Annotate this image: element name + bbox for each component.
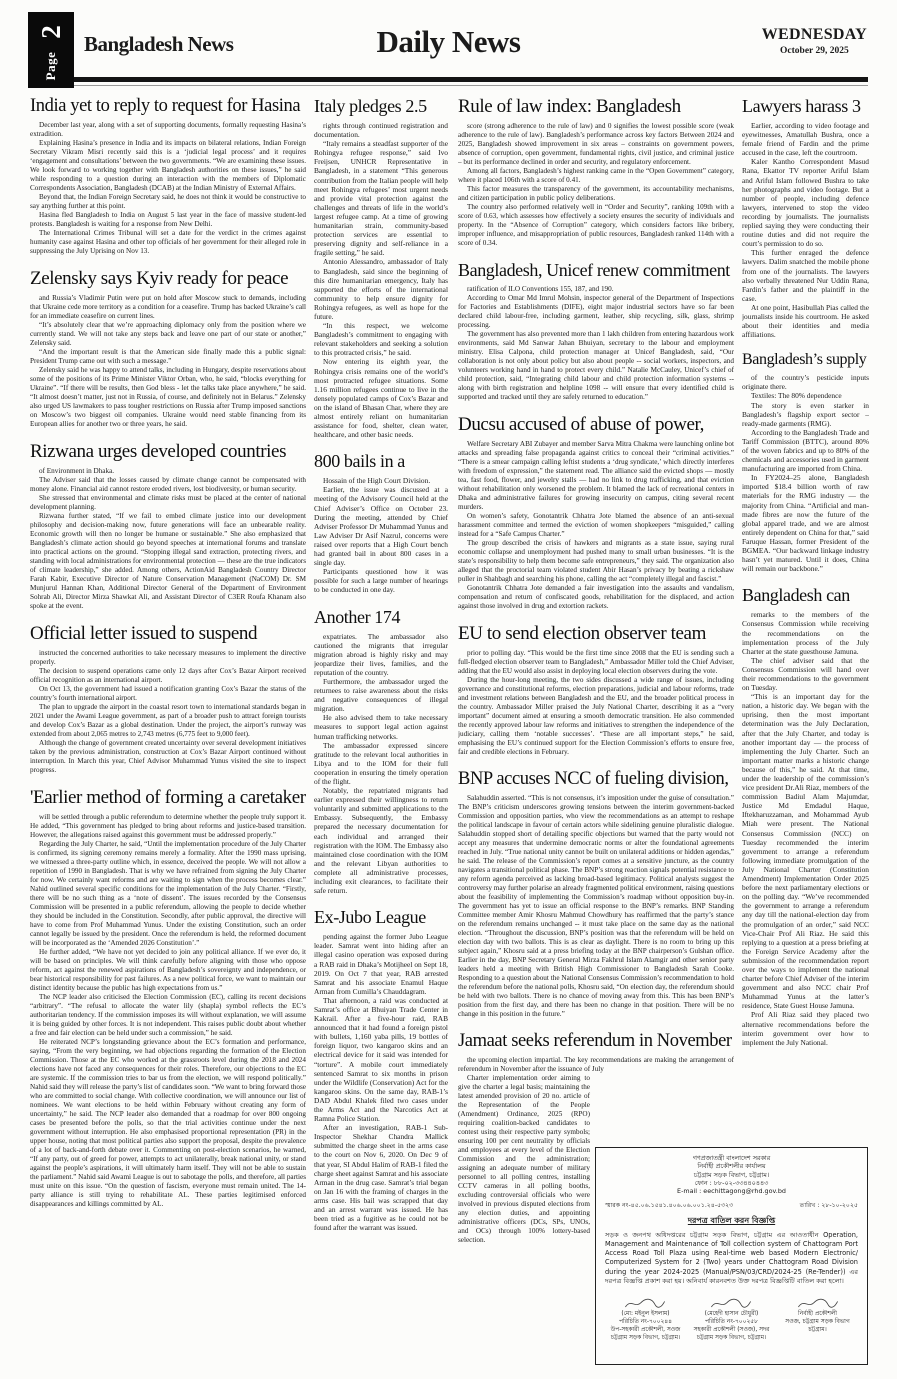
article — [742, 351, 869, 573]
article-paragraph: will be settled through a public referendum to determine whether the people truly support it. He added, “This government has pledged to bring about reforms and justice-based transition. However, the allegations raised against this government must be addressed properly.” — [30, 813, 306, 839]
article-paragraph: Hossain of the High Court Division. — [323, 476, 431, 486]
article-headline: 'Earlier method of forming a caretaker — [30, 787, 306, 808]
article-headline: Lawyers harass 3 — [742, 96, 861, 116]
signature-scribble — [797, 1297, 839, 1310]
article-paragraph: The government has also prevented more than 1 lakh children from entering hazardous work environments, said Md Sanwar Jahan Bhuiyan, secretary to the labour and employment ministry. Elisa Calpona, child protection manager at Unicef Bangladesh, said, “Our collaboration is not only about policy but also about people -- social workers, inspectors, and volunteers working hand in hand to protect every child.” Natalie McCauley, Unicef’s chief of child protection, said, “Integrating child labour and child protection information systems -- along with birth registration and helpline 1098 -- will ensure that every identified child is supported and tracked until they are safely returned to education.” — [458, 330, 734, 401]
article-paragraph: Notably, the repatriated migrants had earlier expressed their willingness to return voluntarily and submitted applications to the Embassy. Subsequently, the Embassy prepared the necessary documentation for each individual and arranged their registration with the IOM. The Embassy also maintained close coordination with the IOM and the relevant Libyan authorities to complete all administrative processes, including exit clearances, to facilitate their safe return. — [314, 786, 448, 896]
article-paragraph: At one point, Hasibullah Pias called the journalists inside his courtroom. He asked about their identities and media affiliations. — [742, 302, 869, 340]
article-paragraph: The International Crimes Tribunal will set a date for the verdict in the crimes against humanity case against Hasina and other top officials of her government for their alleged role in suppressing the July Uprising on Nov 13. — [30, 229, 306, 255]
signature-line: উপ-সহকারী প্রকৌশলী, সওজ — [610, 1326, 681, 1333]
article-paragraph: Furthermore, the ambassador urged the returnees to raise awareness about the risks and negative consequences of illegal migration. — [314, 676, 448, 714]
article-headline: BNP accuses NCC of fueling division, — [458, 769, 729, 789]
article-paragraph: Rizwana further stated, “If we fail to embed climate justice into our development philosophy and decision-making now, future generations will face an unbearable reality. Economic growth will then no longer be humane or sustainable.” She also emphasized that Bangladesh’s climate action should go beyond speeches at international forums and translate into practical actions on the ground. “Stopping illegal sand extraction, protecting rivers, and standing with local administrations for environmental protection — these are the true indicators of climate leadership,” she added. Among others, ActionAid Bangladesh Country Director Farah Kabir, Executive Director of Nature Conservation Management (NaCOM) Dr. SM Munjurul Hannan Khan, Additional Director General of the Department of Environment Sohrab Ali, Director Mirza Shawkat Ali, and Assistant Director of C3ER Roufa Khanam also spoke at the event. — [30, 512, 306, 610]
masthead-dateline — [762, 26, 867, 56]
signature-block — [691, 1297, 772, 1343]
signature-row — [605, 1297, 858, 1343]
article — [742, 585, 869, 1047]
signature-line: চট্টগ্রাম সড়ক বিভাগ, চট্টগ্রাম। — [610, 1334, 681, 1341]
article — [458, 414, 734, 611]
article-headline: Italy pledges 2.5 — [314, 96, 427, 116]
notice-letterhead-line: নির্বাহী প্রকৌশলীর কার্যালয় — [697, 1162, 766, 1171]
column-1 — [30, 96, 306, 1377]
article-paragraph: The ambassador expressed sincere gratitude to the relevant local authorities in Libya and to the IOM for their full cooperation in ensuring the timely operation of the flight. — [314, 740, 448, 786]
article-paragraph: After an investigation, RAB-1 Sub-Inspector Shekhar Chandra Mallick submitted the charge sheet in the arms case to the court on Nov 6, 2020. On Dec 9 of that year, SI Abdul Halim of RAB-1 filed the charge sheet against Samrat and his associate Arman in the drug case. Samrat’s trial began on Jan 16 with the framing of charges in the arms case. His bail was scrapped that day and an arrest warrant was issued. He has been tried as a fugitive as he could not be found after the warrant was issued. — [314, 1123, 448, 1233]
article-paragraph: The Adviser said that the losses caused by climate change cannot be compensated with money alone. Financial aid cannot restore eroded rivers, lost biodiversity, or human security. — [30, 476, 306, 493]
article-headline: Bangladesh, Unicef renew commitment — [458, 260, 730, 280]
page-number: 2 — [35, 25, 66, 39]
article — [314, 607, 448, 896]
article-paragraph: That afternoon, a raid was conducted at Samrat’s office at Bhuiyan Trade Center in Kakrail. After a five-hour raid, RAB announced that it had found a foreign pistol with bullets, 1,160 yaba pills, 19 bottles of foreign liquor, two kangaroo skins and an electrical device for it said was intended for “torture”. A mobile court immediately sentenced Samrat to six months in prison under the Wildlife (Conservation) Act for the kangaroo skins. On the same day, RAB-1’s DAD Abdul Khalek filed two cases under the Arms Act and the Narcotics Act at Ramna Police Station. — [314, 995, 448, 1124]
article-paragraph: During the hour-long meeting, the two sides discussed a wide range of issues, including governance and constitutional reforms, election preparations, judicial and labour reforms, trade and investment relations between Bangladesh and the EU, and the broader political process in the country. Ambassador Miller praised the July National Charter, describing it as a “very important” document aimed at ensuring a smooth democratic transition. He also commended the recently approved labour law reforms and initiatives to strengthen the independence of the judiciary, calling them ‘notable successes’. “These are all important steps,” he said, emphasising the EU’s continued support for the Election Commission’s efforts to ensure free, fair and credible elections in February. — [458, 676, 734, 756]
article-paragraph: Prof Ali Riaz said they placed two alternative recommendations before the interim government over how to implement the July National. — [742, 1010, 869, 1047]
article-paragraph: He also advised them to take necessary measures to support legal action against human trafficking networks. — [314, 713, 448, 741]
signature-line: সওজ, চট্টগ্রাম সড়ক বিভাগ — [785, 1318, 850, 1325]
signature-scribble — [624, 1297, 666, 1310]
masthead-section-title: Bangladesh News — [84, 32, 234, 56]
article-paragraph: The group described the crisis of hawkers and migrants as a state issue, saying rural economic collapse and unemployment had pushed many to small urban businesses. “It is the state’s responsibility to help them become safe entrepreneurs,” they said. The organization also alleged that the proctorial team violated student Abir Hasan’s privacy by beating a rickshaw puller in Shahbagh and searching his phone, calling the act “completely illegal and fascist.” — [458, 539, 734, 583]
article-paragraph: score (strong adherence to the rule of law) and 0 signifies the lowest possible score (weak adherence to the rule of law). Bangladesh’s performance across key factors Between 2024 and 2025, Bangladesh showed improvement in six areas – constraints on government powers, absence of corruption, open government, fundamental rights, civil justice, and criminal justice – but its performance declined in order and security, and regulatory enforcement. — [458, 122, 734, 166]
article-paragraph: Antonio Alessandro, ambassador of Italy to Bangladesh, said since the beginning of this dire humanitarian emergency, Italy has supported the efforts of the international community to help ensure dignity for Rohingya refugees, as well as hope for the future. — [314, 257, 448, 321]
masthead-title: Daily News — [376, 24, 521, 59]
article-paragraph: remarks to the members of the Consensus Commission while receiving the recommendations on the implementation process of the July Charter at the state guesthouse Jamuna. — [742, 610, 869, 656]
column-2 — [314, 96, 448, 1377]
article-paragraph: Now entering its eighth year, the Rohingya crisis remains one of the world’s most protracted refugee situations. Some 1.16 million refugees continue to live in the densely populated camps of Cox’s Bazar and on the island of Bhasan Char, where they are almost entirely reliant on humanitarian assistance for food, shelter, clean water, healthcare, and other basic needs. — [314, 357, 448, 440]
notice-title: দরপত্র বাতিল করন বিজ্ঞপ্তি — [687, 1215, 776, 1225]
article-paragraph: Participants questioned how it was possible for such a large number of hearings to be conducted in one day. — [314, 567, 448, 595]
article-headline: Jamaat seeks referendum in November — [458, 1031, 732, 1051]
article-paragraph: Salahuddin asserted. “This is not consensus, it’s imposition under the guise of consultation.” The BNP’s criticism underscores growing tensions between the interim government-backed Commission and opposition parties, who view the recommendations as an attempt to reshape the political landscape in favour of certain actors while sidelining genuine pluralistic dialogue. Salahuddin stopped short of detailing specific objections but warned that the party would not accept any measures that undermine democratic norms or alter the foundational agreements reached in July. “True national unity cannot be built on unilateral additions or hidden agendas,” he said. The release of the Commission’s report comes at a sensitive juncture, as the country navigates a transitional political phase. The BNP’s strong reaction signals potential resistance to any reform agenda perceived as lacking broad-based legitimacy. Political analysts suggest the controversy may further polarise an already fragmented political environment, raising questions about the feasibility of implementing the Commission’s roadmap without opposition buy-in. The government has yet to issue an official response to the BNP’s remarks. BNP Standing Committee member Amir Khosru Mahmud Chowdhury has reaffirmed that the party’s stance on the referendum remains unchanged -- it must take place on the same day as the national election. “Throughout the discussion, BNP’s position was that the referendum will be held on election day with two ballots. This is as clear as daylight. There is no room to bring up this subject again,” Khosru said at a press briefing today at the BNP chairperson’s Gulshan office. Earlier in the day, BNP Secretary General Mirza Fakhrul Islam Alamgir and other senior party leaders held a meeting with British High Commissioner to Bangladesh Sarah Cooke. Responding to a question about the National Consensus Commission’s recommendation to hold the referendum before the national polls, Khosru said, “On election day, the referendum should be held with two ballots. There is no chance of moving away from this. This has been BNP’s position from the first day, and there has been no change in that position. There will be no change in this position in the future.” — [458, 794, 734, 1018]
article-paragraph: Welfare Secretary ABI Zubayer and member Sarva Mitra Chakma were launching online bot attacks and spreading false propaganda against critics to conceal their “criminal activities.” “There is a smear campaign calling leftist students a ‘drug syndicate,’ which directly interferes with freedom of expression,” the statement read. The alliance said the evicted shops — mostly tea, fast food, flower, and jewelry stalls — had no link to drug trafficking, and that eviction without rehabilitation only worsened the problem. It blamed the lack of recreational centers in Dhaka and administrative failures for growing insecurity on campus, citing several recent murders. — [458, 440, 734, 511]
article-paragraph: The decision to suspend operations came only 12 days after Cox’s Bazar Airport received official recognition as an international airport. — [30, 667, 306, 684]
notice-date: তারিখ : ২৮-১০-২০২৫ — [799, 1201, 858, 1209]
article-lead: the upcoming election impartial. The key recommendations are making the arrangement of referendum in November after the issuance of July — [458, 1056, 734, 1073]
article-paragraph: Gonotantrik Chhatra Jote demanded a fair investigation into the assaults and vandalism, compensation and return of confiscated goods, rehabilitation for the displaced, and action against those involved in drug and extortion rackets. — [458, 584, 734, 610]
notice-body: সড়ক ও জনপথ অধিদপ্তরের চট্টগ্রাম সড়ক বিভাগ, চট্টগ্রাম এর আওতাধীন Operation, Management and Maintenance of Toll collection system of Chattogram Port Access Road Toll Plaza using Real-time web based Modern Electronic/ Computerized System for 2 (Two) years under Chattogram Road Division during the year 2024-2025 (Manual/PSN/03/CRD/2024-25 (Re-Tender)) এর দরপত্র বিজ্ঞপ্তি প্রকাশ করা হয়। অনিবার্য কারনবশত উক্ত দরপত্র বিজ্ঞপ্তিটি বাতিল করা হলো। — [605, 1230, 858, 1285]
article-paragraph: “And the important result is that the American side finally made this a public signal: President Trump came out with such a message.” — [30, 348, 306, 365]
notice-letterhead-line: E-mail : eechittagong@rhd.gov.bd — [677, 1187, 786, 1196]
article-paragraph: According to the Bangladesh Trade and Tariff Commission (BTTC), around 80% of the woven fabrics and up to 80% of the chemicals and accessories used in garment manufacturing are imported from China. — [742, 427, 869, 474]
weekday-label: WEDNESDAY — [761, 26, 867, 43]
article-paragraph: “In this respect, we welcome Bangladesh’s commitment to engaging with relevant stakeholders and seeking a solution to this protracted crisis,” he said. — [314, 321, 448, 358]
signature-scribble — [710, 1297, 752, 1310]
article — [742, 96, 869, 339]
article-headline: Official letter issued to suspend — [30, 623, 258, 644]
article — [458, 623, 734, 757]
article-paragraph: He further added, “We have not yet decided to join any political alliance. If we ever do, it will be based on principles. We will think carefully before aligning with those who oppose reform, act against the renewed aspirations of Bangladesh’s sovereignty and independence, or bear historical responsibility for past failures. As a new political force, we want to maintain our distinct identity because the public has high expectations from us.” — [30, 948, 306, 992]
article — [458, 769, 734, 1019]
article-headline: Bangladesh’s supply — [742, 351, 867, 369]
article-paragraph: Kaler Kantho Correspondent Masud Rana, Ekattor TV reporter Ariful Islam and Ariful Islam followed Bushra to take her photographs and video footage. But a number of people, including defence lawyers, intervened to stop the video recording by journalists. The journalists replied saying they were conducting their routine duties and did not require the court’s permission to do so. — [742, 157, 869, 249]
article-paragraph: “Italy remains a steadfast supporter of the Rohingya refugee response,” said Ivo Freijsen, UNHCR Representative in Bangladesh, in a statement “This generous contribution from the Italian people will help meet Rohingya refugees’ most urgent needs and provide vital protection against the challenges and threats of life in the world’s largest refugee camp. At a time of growing humanitarian strain, community-based protection services are essential to preserving dignity and self-reliance in a fragile setting,” he said. — [314, 139, 448, 258]
article-headline: 800 bails in a — [314, 451, 405, 472]
article-paragraph: expatriates. The ambassador also cautioned the migrants that irregular migration abroad is highly risky and may jeopardize their lives, families, and the reputation of the country. — [314, 631, 448, 677]
article-headline: India yet to reply to request for Hasina — [30, 96, 301, 116]
article-paragraph: of Environment in Dhaka. — [39, 467, 115, 475]
signature-block — [605, 1297, 686, 1343]
signature-line: (মেহেদী হাসান চৌধুরী) — [704, 1310, 759, 1317]
article-headline: Bangladesh can — [742, 585, 850, 606]
signature-line: সহকারী প্রকৌশলী (সওজ), সদর — [693, 1326, 770, 1333]
article-paragraph: The story is even starker in Bangladesh’s flagship export sector – ready-made garments (RMG). — [742, 400, 869, 428]
article-paragraph: He reiterated NCP’s longstanding grievance about the EC’s formation and performance, saying, “From the very beginning, we had objections regarding the formation of the Election Commission. Those at the EC who worked at the grassroots level during the 2018 and 2024 elections have not faced any consequences for their roles. Therefore, our objections to the EC are systemic. If the commission tries to bar us from the election, we will respond politically.” Nahid said they will release the party’s list of candidates soon. “We want to bring forward those who are committed to social change. With collective coordination, we will announce our list of nominees. We want elections to be held within February without creating any form of uncertainty,” he said. The NCP leader also demanded that a roadmap for over 800 ongoing cases be presented before the polls, so that the trial activities continue under the next government without interruption. He also emphasised proportional representation (PR) in the upper house, noting that most political parties also support the proposal, despite the prevalence of a lot of back-and-forth debate over it. Commenting on post-election scenarios, he warned, “If any party, out of greed for power, attempts to act unilaterally, break national unity, or stand against the people’s aspirations, it will ultimately harm itself. They will not be able to sustain the parliament.” Nahid said Awami League is out to sabotage the polls, and therefore, all parties must unite on this issue. “On the question of fascism, everyone must remain united. The 14-party alliance is still trying to rehabilitate AL. These parties legitimised enforced disappearances and killings committed by AL. — [30, 1038, 306, 1208]
article-paragraph: prior to polling day. “This would be the first time since 2008 that the EU is sending such a full-fledged election observer team to Bangladesh,” Ambassador Miller told the Chief Adviser, adding that the EU would also assist in deploying local election observers during the vote. — [458, 649, 734, 675]
notice-letterhead — [605, 1154, 858, 1196]
signature-line: পরিচিতি নং-৭০০২৪৪ — [619, 1318, 672, 1325]
notice-letterhead-line: ফোন : ৮৮-০২-৩৩৪৪০৪৪৩ — [694, 1178, 769, 1187]
signature-line: নির্বাহী প্রকৌশলী — [798, 1310, 837, 1317]
signature-line: (মো: মইনুল ইসলাম) — [621, 1310, 670, 1317]
article-paragraph: rights through continued registration and documentation. — [314, 121, 448, 140]
article-paragraph: Earlier, the issue was discussed at a meeting of the Advisory Council held at the Chief Adviser’s Office on October 23. During the meeting, attended by Chief Adviser Professor Dr Muhammad Yunus and Law Adviser Dr Asif Nazrul, concerns were raised over reports that a High Court bench had granted bail in about 800 cases in a single day. — [314, 485, 448, 568]
article-paragraph: Among all factors, Bangladesh’s highest ranking came in the “Open Government” category, where it placed 106th with a score of 0.41. — [458, 167, 734, 184]
header-rule — [30, 77, 868, 82]
notice-memo-number: স্মারক নং-৪৫.০৬.১৫৪১.৪০৬.০৬.০০১.২৪-৫৩২৩ — [605, 1201, 734, 1209]
article-paragraph: The plan to upgrade the airport in the coastal resort town to international standards began in 2021 under the Awami League government, as part of a broader push to attract foreign tourists and develop Cox’s Bazar as a global destination. Under the project, the airport’s runway was extended from about 2,065 metres to 2,743 metres (6,775 feet to 9,000 feet). — [30, 703, 306, 738]
article — [314, 96, 448, 439]
article-paragraph: Explaining Hasina’s presence in India and its impacts on bilateral relations, Indian Foreign Secretary Vikram Misri recently said this is a ‘judicial legal process’ and it requires ‘engagement and consultations’ between the two governments. “We are examining these issues. We look forward to working together with Bangladesh authorities on these issues,” he said while responding to a question during an interaction with the members of Diplomatic Correspondents Association, Bangladesh (DCAB) at the Indian Ministry of External Affairs. — [30, 139, 306, 192]
page-number-box — [28, 12, 74, 88]
article-paragraph: Charter implementation order aiming to give the charter a legal basis; maintaining the latest amended provision of 20 no. article of the Representation of the People (Amendment) Ordinance, 2025 (RPO) requiring coalition-backed candidates to contest using their respective party symbols; ensuring 100 per cent neutrality by officials and employees at every level of the Election Commission and the administration; assigning an adequate number of military personnel to all polling centres, installing CCTV cameras in all polling booths, excluding controversial officials who were involved in previous disputed elections from any election duties, and appointing administrative officers (DCs, SPs, UNOs, and OCs) through 100% lottery-based selection. — [458, 1074, 590, 1244]
article — [30, 96, 306, 256]
notice-ref-line — [605, 1200, 858, 1211]
article — [458, 260, 734, 402]
article-paragraph: On Oct 13, the government had issued a notification granting Cox’s Bazar the status of the country’s fourth international airport. — [30, 685, 306, 702]
article-paragraph: instructed the concerned authorities to take necessary measures to implement the directive properly. — [30, 649, 306, 666]
notice-letterhead-line: গণপ্রজাতন্ত্রী বাংলাদেশ সরকার — [692, 1154, 771, 1162]
article-paragraph: December last year, along with a set of supporting documents, formally requesting Hasina’s extradition. — [30, 121, 306, 138]
notice-letterhead-line: চট্টগ্রাম সড়ক বিভাগ, চট্টগ্রাম। — [693, 1170, 770, 1179]
article — [30, 787, 306, 1209]
article-paragraph: Although the change of government created uncertainty over several development initiatives taken by the previous administration, construction at Cox’s Bazar Airport continued without interruption. In March this year, Chief Advisor Muhammad Yunus visited the site to inspect progress. — [30, 739, 306, 774]
article — [30, 623, 306, 775]
article-paragraph: Regarding the July Charter, he said, “Until the implementation procedure of the July Charter is confirmed, its signing ceremony remains merely a formality. After the 1990 mass uprising, we witnessed a three-party outline which, in essence, deceived the people. We will not allow a repetition of 1990 in Bangladesh. That is why we have refrained from signing the July Charter for now. We certainly want reforms and are waiting to sign when the process becomes clear.” Nahid outlined several specific conditions for the implementation of the July Charter. “Firstly, there will be no such thing as a ‘note of dissent’. The issues recorded by the Consensus Commission will be presented in a public referendum, allowing the people to decide whether they should be included in the Constitution. Secondly, after public approval, the directive will have to come from Prof Muhammad Yunus. Under the existing Constitution, such an order cannot legally be issued by the president. Once the referendum is held, the reformed document will be incorporated as the ‘Amended 2026 Constitution’.” — [30, 840, 306, 947]
article-paragraph: This factor measures the transparency of the government, its accountability mechanisms, and citizen participation in public policy deliberations. — [458, 185, 734, 202]
article-paragraph: Hasina fled Bangladesh to India on August 5 last year in the face of massive student-led protests. Bangladesh is waiting for a response from New Delhi. — [30, 211, 306, 228]
article-headline: Zelensky says Kyiv ready for peace — [30, 268, 289, 289]
article-paragraph: Earlier, according to video footage and eyewitnesses, Amatullah Bushra, once a female friend of Fardin and the prime accused in the case, left the courtroom. — [742, 121, 869, 158]
article — [458, 96, 734, 248]
signature-line: চট্টগ্রাম। — [808, 1326, 827, 1333]
article-headline: EU to send election observer team — [458, 623, 706, 644]
article-paragraph: of the country’s pesticide inputs originate there. — [742, 373, 869, 392]
article-headline: Rule of law index: Bangladesh — [458, 96, 681, 117]
tender-notice-box — [595, 1147, 868, 1365]
article-headline: Another 174 — [314, 606, 401, 627]
date-label: October 29, 2025 — [780, 46, 849, 56]
article-paragraph: This further enraged the defence lawyers. Dalim snatched the mobile phone from one of the journalists. The lawyers also verbally threatened Nur Uddin Rana, Fardin’s father and the plaintiff in the case. — [742, 248, 869, 303]
article-paragraph: Zelensky said he was happy to attend talks, including in Hungary, despite reservations about some of the positions of its Prime Minister Viktor Orban, who, he said, “blocks everything for Ukraine”. “If there will be results, then God bless - let the talks take place anywhere,” he said. “It almost doesn’t matter, just not in Russia, of course, and definitely not in Belarus.” Zelensky also urged US lawmakers to pass tougher restrictions on Russia after Trump imposed sanctions on Moscow’s two biggest oil companies. Ukraine would need stable financing from its European allies for another two or three years, he said. — [30, 366, 306, 428]
article-paragraph: She stressed that environmental and climate risks must be placed at the center of national development planning. — [30, 494, 306, 511]
article-paragraph: According to Omar Md Imrul Mohsin, inspector general of the Department of Inspections for Factories and Establishments (DIFE), eight major industrial sectors have so far been declared child labour-free, including garment, leather, ship recycling, silk, glass, shrimp processing. — [458, 294, 734, 329]
article — [314, 451, 448, 594]
article-headline: Rizwana urges developed countries — [30, 441, 287, 462]
article — [30, 268, 306, 429]
article-paragraph: Beyond that, the Indian Foreign Secretary said, he does not think it would be constructive to say anything further at this point. — [30, 193, 306, 210]
signature-line: পরিচিতি নং-৭০০২৫৮ — [705, 1318, 758, 1325]
signature-line: চট্টগ্রাম সড়ক বিভাগ, চট্টগ্রাম। — [696, 1334, 767, 1341]
article — [30, 441, 306, 611]
signature-block — [777, 1297, 858, 1343]
article-paragraph: ratification of ILO Conventions 155, 187, and 190. — [467, 285, 614, 293]
article-paragraph: The country also performed relatively well in “Order and Security”, ranking 109th with a score of 0.63, which assesses how effectively a society ensures the security of individuals and property. In the “Absence of Corruption” category, which considers factors like bribery, improper influence, and misappropriation of public resources, Bangladesh ranked 114th with a score of 0.34. — [458, 203, 734, 247]
article-paragraph: On women’s safety, Gonotantrik Chhatra Jote blamed the absence of an anti-sexual harassment committee and termed the eviction of women shopkeepers “misguided,” calling instead for a “Safe Campus Charter.” — [458, 512, 734, 538]
article-paragraph: The NCP leader also criticised the Election Commission (EC), calling its recent decisions “arbitrary”. “The refusal to allocate the water lily (shapla) symbol reflects the EC’s authoritarian tendency. If the commission imposes its will without explanation, we will assume it is being guided by other forces. It is not independent. This raises public doubt about whether a free and fair election can be held under such a commission,” he said. — [30, 993, 306, 1037]
article-paragraph: “This is an important day for the nation, a historic day. We began with the uprising, then the most important determination was the July Declaration, after that the July Charter, and today is another important day — the process of implementing the July Charter. Such an important matter marks a historic change because of this,” he said. At that time, under the leadership of the commission’s vice president Dr.Ali Riaz, members of the commission Badiul Alam Majumdar, Justice Md Emdadul Haque, Iftekharuzzaman, and Mohammad Ayub Miah were present. The National Consensus Commission (NCC) on Tuesday recommended the interim government to arrange a referendum following immediate promulgation of the July National Charter (Constitution Amendment) Implementation Order 2025 before the next parliamentary elections or on the polling day. “We’ve recommended the government to arrange a referendum any day till the national-election day from the promulgation of an order,” said NCC Vice-Chair Prof Ali Riaz. He said this replying to a question at a press briefing at the Foreign Service Academy after the submission of the recommendation report over the ways to implement the national charter before Chief Adviser of the interim government and also NCC chair Prof Muhammad Yunus at the latter’s residence, State Guest House Jamuna. — [742, 692, 869, 1011]
article-paragraph: In FY2024–25 alone, Bangladesh imported $18.4 billion worth of raw materials for the RMG industry — the majority from China. “Artificial and man-made fibres are now the future of the global apparel trade, and we are almost entirely dependent on China for that,” said Faruque Hassan, former President of the BGMEA. “Our backward linkage industry hasn’t yet matured. Until it does, China will remain our backbone.” — [742, 473, 869, 574]
article-paragraph: The chief adviser said that the Consensus Commission will hand over their recommendations to the government on Tuesday. — [742, 655, 869, 693]
article-paragraph: and Russia’s Vladimir Putin were put on hold after Moscow stuck to demands, including that Ukraine cede more territory as a condition for a ceasefire. Trump has backed Ukraine’s call for an immediate ceasefire on current lines. — [30, 294, 306, 320]
article-paragraph: Textiles: The 80% dependence — [751, 391, 842, 401]
article-paragraph: pending against the former Jubo League leader. Samrat went into hiding after an illegal casino operation was exposed during a RAB raid in Dhaka’s Motijheel on Sept 18, 2019. On Oct 7 that year, RAB arrested Samrat and his associate Enamul Haque Arman from Cumilla’s Chauddagram. — [314, 932, 448, 996]
article-paragraph: “It’s absolutely clear that we’re approaching diplomacy only from the position where we currently stand. We will not take any steps back and leave one part of our state or another,” Zelensky said. — [30, 321, 306, 347]
article — [314, 907, 448, 1232]
page-label: Page — [43, 51, 58, 81]
article-headline: Ex-Jubo League — [314, 907, 426, 928]
article-headline: Ducsu accused of abuse of power, — [458, 414, 705, 435]
wrapped-text-block — [458, 1074, 590, 1245]
